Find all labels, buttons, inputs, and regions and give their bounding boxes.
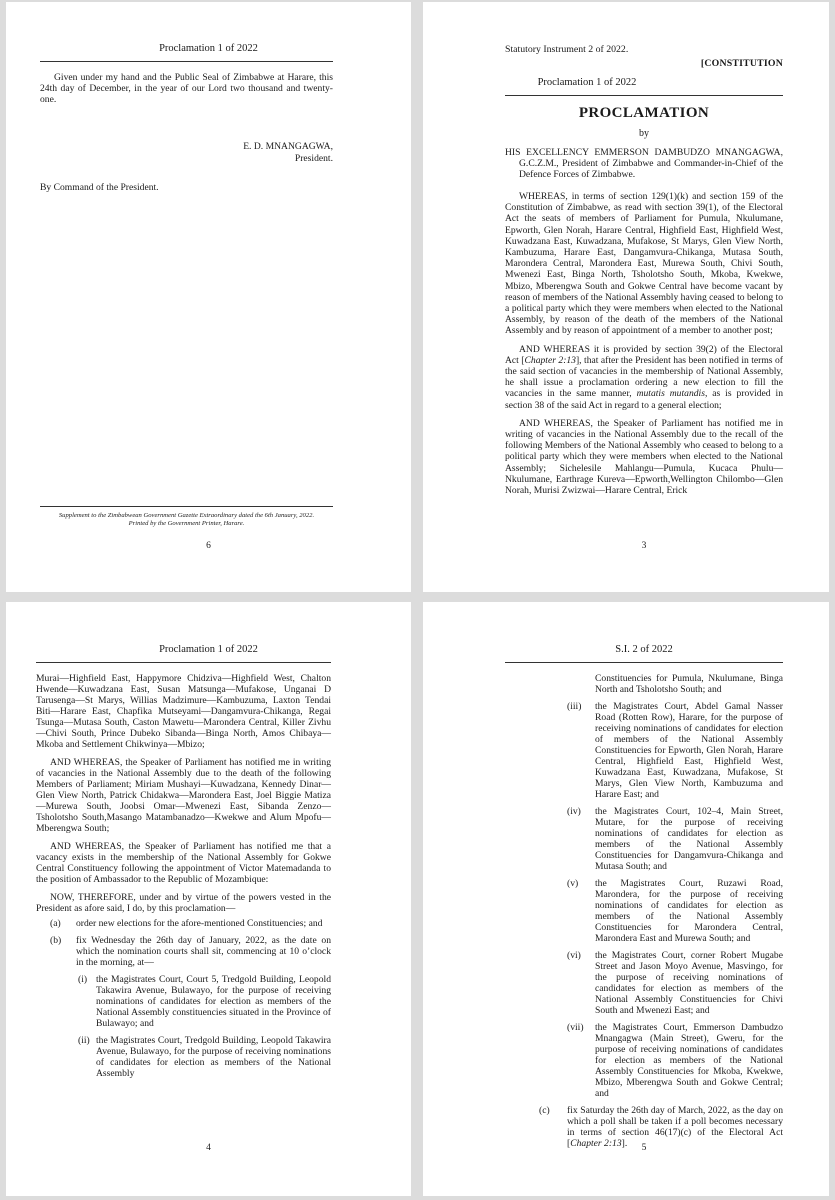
whereas-death-paragraph: AND WHEREAS, the Speaker of Parliament has notified me in writing of vacancies in the National Assembly due to the death of the following Members of Parliament; Miriam Mushayi—Kuwadzana, Kennedy Dinar—Glen View North, Patrick Chidakwa—Marondera East, Joel Biggie Matiza—Murewa South, Joobsi Omar—Mwenezi East, Sibanda Zenzo—Tsholotsho South,Masango Matambanadzo—Kwekwe and Alum Mpofu—Mberengwa South; xyxy=(36,757,331,834)
signatory-title: President. xyxy=(294,153,333,164)
now-therefore-paragraph: NOW, THEREFORE, under and by virtue of the powers vested in the President as afore said, I do, by this proclamation— xyxy=(36,892,331,914)
continued-constituencies: Constituencies for Pumula, Nkulumane, Binga North and Tsholotsho South; and xyxy=(595,673,783,695)
whereas-vacancy-paragraph: AND WHEREAS, the Speaker of Parliament has notified me that a vacancy exists in the membership of the National Assembly for Gokwe Central Constituency following the appointment of Victor Matemadanda to the position of Ambassador to the Republic of Mozambique: xyxy=(36,841,331,885)
page5-body xyxy=(505,673,783,1155)
page-number: 5 xyxy=(641,1143,647,1153)
page-header: Proclamation 1 of 2022 xyxy=(537,77,637,88)
his-excellency-block xyxy=(505,147,783,180)
page-header: Proclamation 1 of 2022 xyxy=(159,644,258,655)
his-excellency-text: HIS EXCELLENCY EMMERSON DAMBUDZO MNANGAGWA, G.C.Z.M., President of Zimbabwe and Commander-in-Chief of the Defence Forces of Zimbabwe. xyxy=(505,147,783,180)
header-rule xyxy=(505,95,783,96)
whereas-paragraph-3: AND WHEREAS, the Speaker of Parliament has notified me in writing of vacancies in the National Assembly due to the recall of the following Members of the National Assembly who ceased to belong to a political party which they were members when elected to the National Assembly; Sichelesile Mahlangu—Pumula, Kucaca Phulu—Nkulumane, Earthrage Kureva—Epworth,Wellington Chilombo—Glen Norah, Murisi Zwizwai—Harare Central, Erick xyxy=(505,417,783,497)
page3-body xyxy=(505,191,783,503)
document-page-3 xyxy=(423,2,829,592)
page-number: 6 xyxy=(206,541,211,551)
page-number: 3 xyxy=(641,541,647,551)
whereas-paragraph-1: WHEREAS, in terms of section 129(1)(k) and section 159 of the Constitution of Zimbabwe, as read with section 39(1), of the Electoral Act the seats of members of Parliament for Pumula, Nkulumane, Epworth, Glen Norah, Harare Central, Highfield East, Highfield West, Kuwadzana East, Kuwadzana, Mufakose, St Marys, Glen View North, Kambuzuma, Harare East, Dangamvura-Chikanga, Mutasa South, Marondera Central, Marondera East, Murewa South, Chivi South, Mwenezi East, Binga North, Tsholotsho South, Mkoba, Kwekwe, Mbizo, Mberengwa South and Gokwe Central have become vacant by reason of members of the National Assembly having ceased to belong to a political party which they were members when elected to the National Assembly, by reason of the death of the members of the National Assembly and by reason of appointment of a member to another post; xyxy=(505,191,783,337)
header-rule xyxy=(505,662,783,663)
footnote xyxy=(40,512,333,529)
page-header: S.I. 2 of 2022 xyxy=(615,644,673,655)
item-a: (a) order new elections for the afore-mentioned Constituencies; and xyxy=(50,918,323,929)
statutory-instrument-line: Statutory Instrument 2 of 2022. xyxy=(505,44,629,55)
by-command-text: By Command of the President. xyxy=(40,182,159,193)
header-rule xyxy=(40,61,333,62)
document-page-4 xyxy=(6,602,411,1196)
given-paragraph: Given under my hand and the Public Seal of Zimbabwe at Harare, this 24th day of December, in the year of our Lord two thousand and twenty-one. xyxy=(40,72,333,106)
by-label: by xyxy=(639,128,649,139)
item-c: (c) fix Saturday the 26th day of March, 2022, as the day on which a poll shall be taken if a poll becomes necessary in terms of section 46(17)(c) of the Electoral Act [Chapter 2:13]. xyxy=(539,1105,783,1149)
given-under-hand-text xyxy=(40,72,333,113)
footnote-gazette: Supplement to the Zimbabwean Government Gazette Extraordinary dated the 6th January, 2022. xyxy=(58,512,315,519)
signatory-name: E. D. MNANGAGWA, xyxy=(243,141,333,152)
sub-item-ii: (ii) the Magistrates Court, Tredgold Building, Leopold Takawira Avenue, Bulawayo, for the purpose of receiving nominations of candidates for election as members of the National Assembly xyxy=(78,1035,331,1079)
sub-item-v: (v) the Magistrates Court, Ruzawi Road, Marondera, for the purpose of receiving nominations of candidates for election as members of the National Assembly Constituencies for Marondera Central, Marondera East and Murewa South; and xyxy=(567,878,783,944)
header-rule xyxy=(36,662,331,663)
signature-block xyxy=(40,141,333,165)
sub-item-iv: (iv) the Magistrates Court, 102–4, Main Street, Mutare, for the purpose of receiving nominations of candidates for election as members of the National Assembly Constituencies for Dangamvura-Chikanga and Mutasa South; and xyxy=(567,806,783,872)
footer-rule xyxy=(40,506,333,507)
proclamation-title: PROCLAMATION xyxy=(578,105,710,121)
page-number: 4 xyxy=(206,1143,211,1153)
sub-item-vi: (vi) the Magistrates Court, corner Robert Mugabe Street and Jason Moyo Avenue, Masvingo, for the purpose of receiving nominations of candidates for election as members of the National Assembly Constituencies for Chivi South and Mwenezi East; and xyxy=(567,950,783,1016)
whereas-paragraph-2: AND WHEREAS it is provided by section 39(2) of the Electoral Act [Chapter 2:13], that after the President has been notified in terms of the said section of vacancies in the membership of National Assembly, he shall issue a proclamation ordering a new election to fill the vacancies in the same manner, mutatis mutandis, as is provided in section 38 of the said Act in regard to a general election; xyxy=(505,343,783,411)
constitution-bracket: [CONSTITUTION xyxy=(700,58,783,69)
document-page-6 xyxy=(6,2,411,592)
names-paragraph: Murai—Highfield East, Happymore Chidziva—Highfield West, Chalton Hwende—Kuwadzana East, Susan Matsunga—Mufakose, Unganai D Tarusenga—St Marys, Willias Madzimure—Kambuzuma, Laxton Tendai Biti—Harare East, Chapfika Mutseyami—Dangamvura-Chikanga, Regai Tsunga—Mutasa South, Caston Mawetu—Marondera Central, Killer Zivhu—Chivi South, Prince Dubeko Sibanda—Binga North, Amos Chibaya—Mkoba and Settlement Chikwinya—Mbizo; xyxy=(36,673,331,750)
sub-item-i: (i) the Magistrates Court, Court 5, Tredgold Building, Leopold Takawira Avenue, Bulawayo, for the purpose of receiving nominations of candidates for election as members of the National Assembly constituencies situated in the Province of Bulawayo; and xyxy=(78,974,331,1029)
sub-item-iii: (iii) the Magistrates Court, Abdel Gamal Nasser Road (Rotten Row), Harare, for the purpose of receiving nominations of candidates for election of members of the National Assembly Constituencies for Epworth, Glen Norah, Harare Central, Highfield East, Highfield West, Kuwadzana East, Kuwadzana, Mufakose, St Marys, Glen View North, Kambuzuma and Harare East; and xyxy=(567,701,783,800)
page-header: Proclamation 1 of 2022 xyxy=(159,43,258,54)
sub-item-vii: (vii) the Magistrates Court, Emmerson Dambudzo Mnangagwa (Main Street), Gweru, for the purpose of receiving nominations of candidates for election as members of the National Assembly Constituencies for Mkoba, Kwekwe, Mbizo, Mberengwa South and Gokwe Central; and xyxy=(567,1022,783,1099)
document-page-5 xyxy=(423,602,829,1196)
footnote-printer: Printed by the Government Printer, Harare. xyxy=(128,520,245,528)
item-b: (b) fix Wednesday the 26th day of January, 2022, as the date on which the nomination courts shall sit, commencing at 10 o’clock in the morning, at— xyxy=(50,935,331,968)
page4-body xyxy=(36,673,331,1085)
